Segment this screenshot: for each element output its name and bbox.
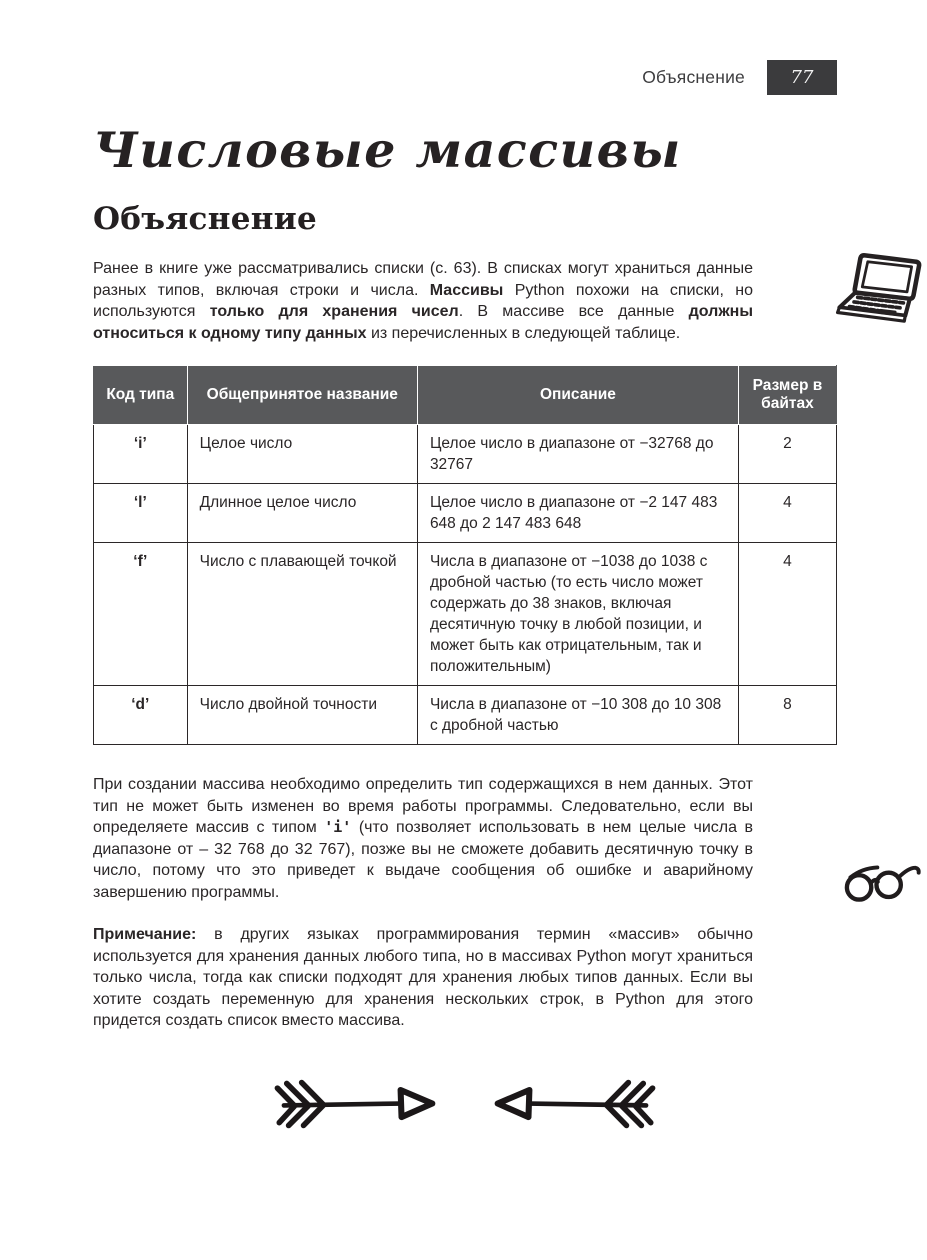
size-cell: 4 bbox=[738, 543, 836, 686]
section-heading: Объяснение bbox=[93, 201, 318, 237]
text-segment: в других языках программирования термин «массив» обычно используется для хранения данных любого типа, но в массивах Python могут храниться только числа, тогда как списки подходят для хранения любых типов данных. Если вы хотите создать переменную для хранения нескольких строк, в Python для этого придется создать список вместо массива. bbox=[93, 926, 753, 1029]
table-header-row bbox=[94, 366, 837, 425]
text-segment: Ранее в книге уже рассматривались списки (с. 63). В списках могут храниться данные разных типов, включая строки и числа. bbox=[93, 260, 753, 299]
text-segment: из перечисленных в следующей таблице. bbox=[366, 324, 681, 342]
text-segment: Массивы bbox=[429, 281, 504, 299]
table-head bbox=[94, 366, 837, 425]
text-segment: должны относиться к одному типу данных bbox=[93, 303, 753, 342]
table-row bbox=[94, 425, 837, 484]
book-page bbox=[93, 60, 837, 1132]
size-cell: 2 bbox=[738, 425, 836, 484]
code-cell: ‘l’ bbox=[94, 484, 188, 543]
running-title: Объяснение bbox=[642, 67, 745, 87]
page-number: 77 bbox=[790, 67, 814, 88]
text-segment: Python похожи на списки, но используются bbox=[93, 281, 754, 320]
table-row bbox=[94, 543, 837, 686]
code-cell: ‘d’ bbox=[94, 686, 188, 745]
code-cell: ‘f’ bbox=[94, 543, 188, 686]
text-segment: (что позволяет использовать в нем целые числа в диапазоне от – 32 768 до 32 767), позже вы не сможете добавить десятичную точку в число, потому что это приведет к выдаче сообщения об ошибке и аварийному завершению программы. bbox=[93, 819, 753, 901]
text-segment: . В массиве все данные bbox=[458, 303, 689, 320]
text-segment: только для хранения чисел bbox=[209, 303, 459, 320]
page-header bbox=[93, 60, 837, 95]
description-cell: Целое число в диапазоне от −2 147 483 648 до 2 147 483 648 bbox=[417, 484, 738, 543]
table-body bbox=[94, 425, 837, 745]
body-paragraph bbox=[93, 774, 753, 903]
glasses-icon bbox=[833, 845, 927, 909]
text-segment: Примечание: bbox=[93, 926, 197, 943]
text-segment: 'i' bbox=[324, 818, 352, 836]
ornament-arrows bbox=[93, 1076, 837, 1132]
arrow-pointing-right-icon bbox=[269, 1076, 451, 1132]
name-cell: Число двойной точности bbox=[187, 686, 417, 745]
arrow-pointing-left-icon bbox=[479, 1076, 661, 1132]
table-row bbox=[94, 484, 837, 543]
column-header-common-name: Общепринятое название bbox=[187, 366, 417, 425]
table-row bbox=[94, 686, 837, 745]
name-cell: Целое число bbox=[187, 425, 417, 484]
description-cell: Числа в диапазоне от −1038 до 1038 с дробной частью (то есть число может содержать до 38 знаков, включая десятичную точку в любой позиции, и может быть как отрицательным, так и положительным) bbox=[417, 543, 738, 686]
size-cell: 4 bbox=[738, 484, 836, 543]
intro-paragraph bbox=[93, 258, 753, 344]
description-cell: Числа в диапазоне от −10 308 до 10 308 с дробной частью bbox=[417, 686, 738, 745]
column-header-type-code: Код типа bbox=[94, 366, 188, 425]
size-cell: 8 bbox=[738, 686, 836, 745]
column-header-description: Описание bbox=[417, 366, 738, 425]
page-number-badge bbox=[767, 60, 837, 95]
name-cell: Длинное целое число bbox=[187, 484, 417, 543]
column-header-size-bytes: Размер в байтах bbox=[738, 366, 836, 425]
name-cell: Число с плавающей точкой bbox=[187, 543, 417, 686]
code-cell: ‘i’ bbox=[94, 425, 188, 484]
description-cell: Целое число в диапазоне от −32768 до 32767 bbox=[417, 425, 738, 484]
chapter-title: Числовые массивы bbox=[93, 121, 682, 179]
array-type-table bbox=[93, 365, 837, 745]
note-paragraph bbox=[93, 924, 753, 1032]
laptop-icon bbox=[833, 248, 927, 334]
text-segment: При создании массива необходимо определить тип содержащихся в нем данных. Этот тип не может быть изменен во время работы программы. Следовательно, если вы определяете массив с типом bbox=[93, 776, 753, 836]
